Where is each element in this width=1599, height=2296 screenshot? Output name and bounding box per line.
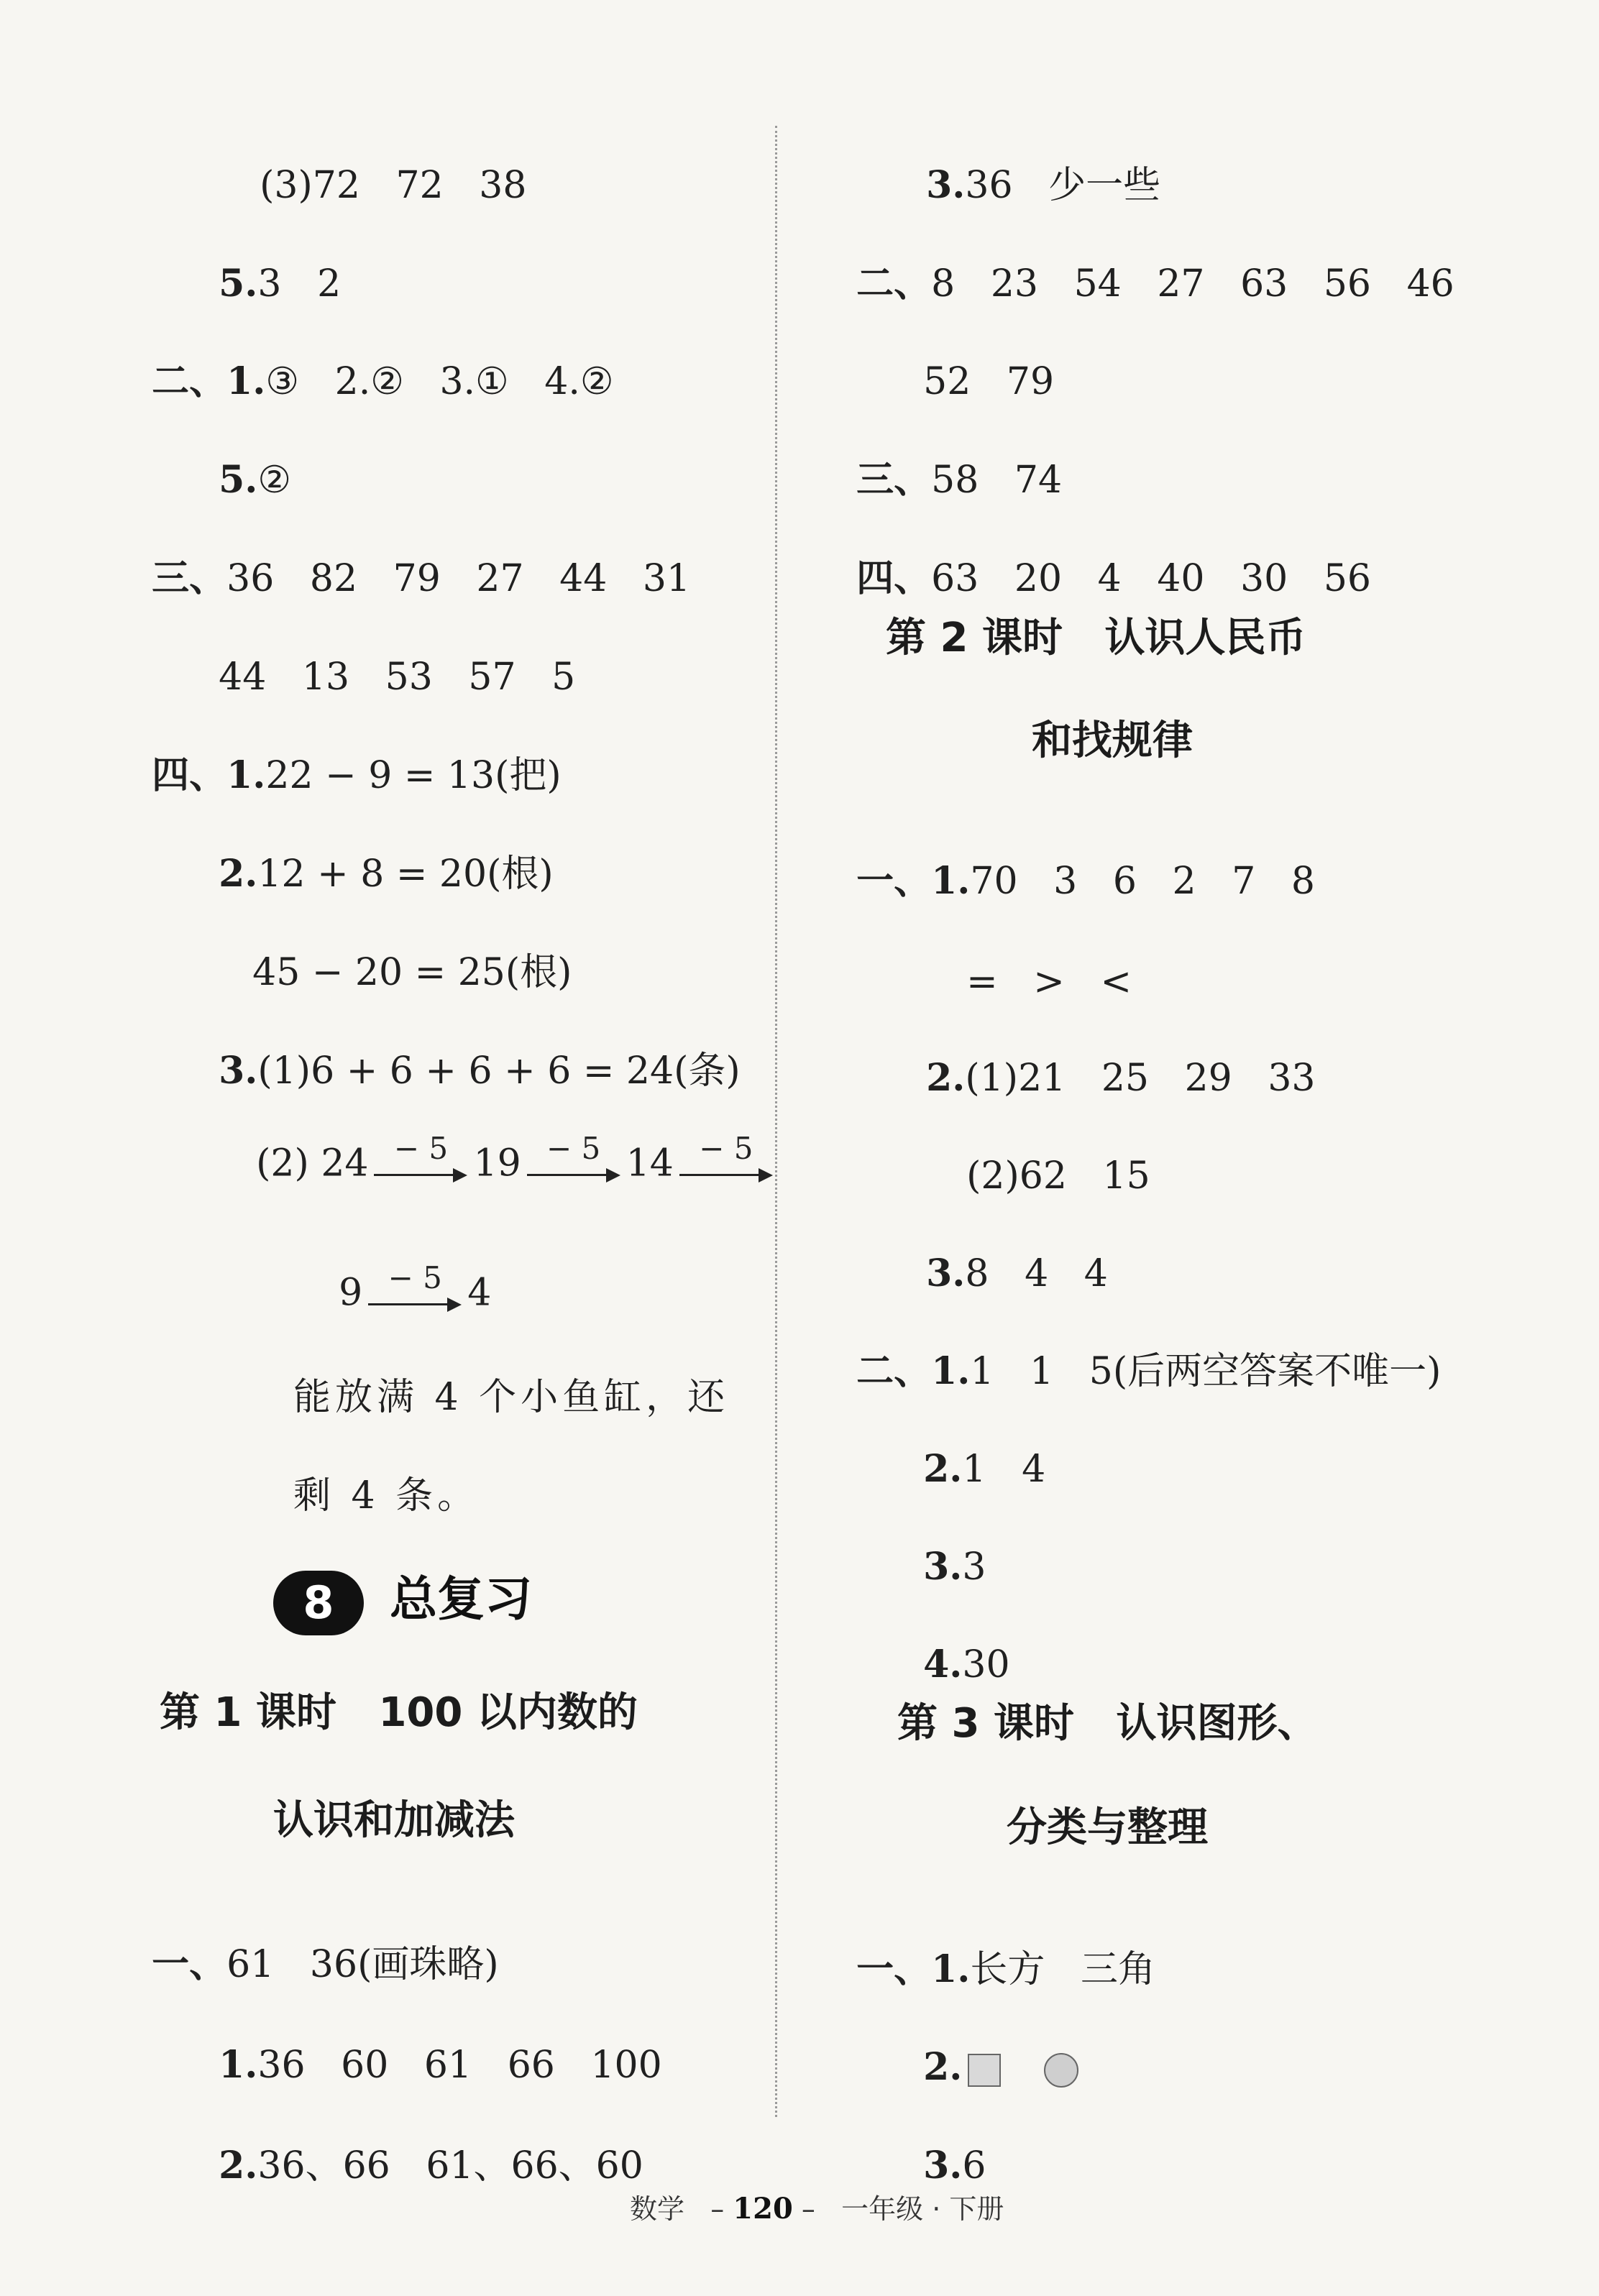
lesson-title: 第 1 课时 100 以内数的 [160, 1689, 638, 1736]
flow-end: 4 [467, 1271, 492, 1315]
lesson-subtitle: 认识和加减法 [273, 1797, 515, 1844]
answer-line: 2.1 4 [923, 1447, 1046, 1491]
answer-line: 2.(1)21 25 29 33 [926, 1056, 1316, 1100]
section-number-badge: 8 [273, 1571, 364, 1635]
answer-line: 3.3 [923, 1545, 986, 1589]
lesson-subtitle: 分类与整理 [1007, 1804, 1208, 1851]
page-number: 120 [733, 2192, 793, 2226]
conclusion-line: 能放满 4 个小鱼缸，还 [293, 1376, 730, 1419]
answer-line: 3.6 [923, 2144, 986, 2187]
subtraction-flow-row [291, 1233, 491, 1358]
lesson-subtitle: 和找规律 [1032, 717, 1193, 764]
answer-line: 一、1.长方 三角 [856, 1947, 1156, 1991]
subtraction-flow-row [209, 1103, 779, 1229]
answer-line: 2.36、66 61、66、60 [219, 2144, 643, 2187]
answer-line: 二、1.1 1 5(后两空答案不唯一) [856, 1349, 1442, 1393]
footer-grade: 一年级 · 下册 [841, 2193, 1004, 2225]
answer-line: 一、61 36(画珠略) [152, 1942, 499, 1986]
flow-value: 19 [473, 1142, 521, 1185]
section-title: 总复习 [390, 1571, 532, 1627]
answer-line: 二、8 23 54 27 63 56 46 [856, 262, 1454, 306]
answer-line: 一、1.70 3 6 2 7 8 [856, 859, 1315, 903]
answer-line: (2)62 15 [966, 1154, 1150, 1198]
answer-line: 2. [876, 2011, 1078, 2125]
page-footer: 数学 – 120 – 一年级 · 下册 [629, 2192, 1004, 2226]
answer-line: 四、1.22 − 9 = 13(把) [152, 753, 562, 797]
arrow-icon: − 5 [368, 1270, 462, 1321]
flow-value: 14 [626, 1142, 674, 1185]
flow-value: 9 [339, 1271, 363, 1315]
answer-line: 5.3 2 [219, 262, 342, 306]
answer-line: 5.② [219, 458, 292, 502]
arrow-icon: − 5 [527, 1141, 620, 1191]
answer-line: 4.30 [923, 1643, 1010, 1686]
answer-line: 四、63 20 4 40 30 56 [856, 556, 1372, 600]
answer-line: 三、36 82 79 27 44 31 [152, 556, 691, 600]
answer-line: 45 − 20 = 25(根) [252, 951, 572, 994]
answer-line: 2.12 + 8 = 20(根) [219, 852, 554, 896]
footer-subject: 数学 [629, 2193, 684, 2225]
conclusion-line: 剩 4 条。 [293, 1474, 480, 1517]
answer-line: 1.36 60 61 66 100 [219, 2043, 662, 2087]
arrow-icon: − 5 [374, 1141, 467, 1191]
flow-start: (2) 24 [256, 1142, 369, 1185]
answer-line: (3)72 72 38 [260, 164, 527, 207]
answer-line: 三、58 74 [856, 458, 1063, 502]
answer-line: = > < [966, 960, 1132, 1004]
circle-icon [1044, 2053, 1078, 2088]
square-icon [968, 2054, 1001, 2087]
arrow-icon: − 5 [679, 1141, 773, 1191]
answer-line: 3.8 4 4 [926, 1252, 1108, 1295]
answer-line: 44 13 53 57 5 [219, 656, 576, 699]
answer-line: 二、1.③ 2.② 3.① 4.② [152, 359, 614, 403]
lesson-title: 第 2 课时 认识人民币 [886, 615, 1306, 661]
answer-line: 3.(1)6 + 6 + 6 + 6 = 24(条) [219, 1049, 741, 1093]
answer-line: 52 79 [923, 360, 1055, 403]
lesson-title: 第 3 课时 认识图形、 [897, 1700, 1318, 1747]
answer-line: 3.36 少一些 [926, 163, 1161, 207]
